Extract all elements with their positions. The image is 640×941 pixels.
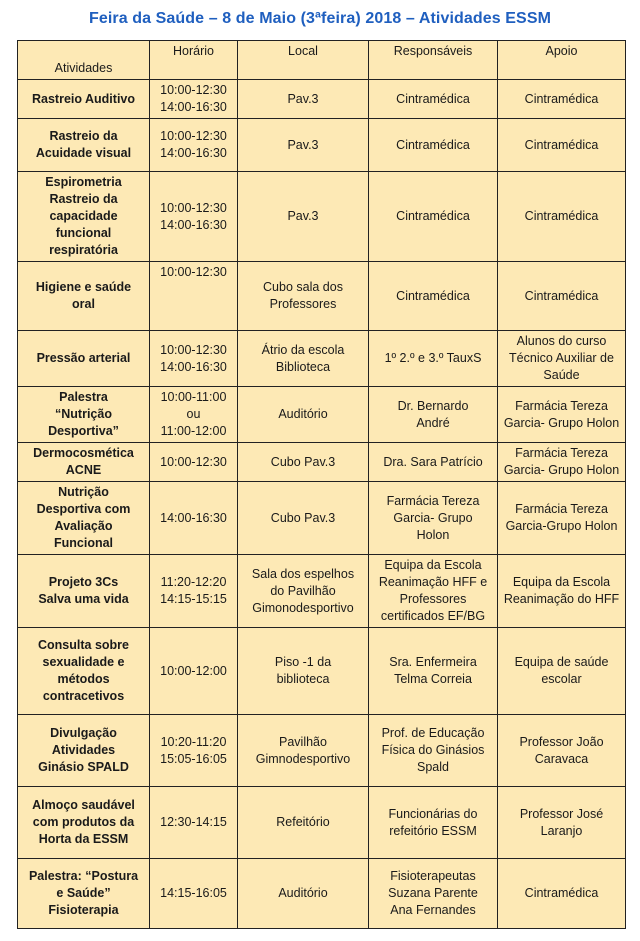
activity-cell-line: Nutrição: [58, 485, 109, 499]
time-cell-line: 10:00-12:30: [160, 83, 227, 97]
local-cell-line: Professores: [269, 297, 337, 311]
time-cell-line: 11:00-12:00: [160, 424, 227, 438]
time-cell: [150, 482, 238, 555]
activity-cell-line: Palestra: “Postura: [28, 869, 139, 883]
activity-cell-line: funcional: [55, 226, 112, 240]
time-cell-line: 10:00-12:00: [160, 663, 227, 678]
local-cell: [238, 443, 369, 482]
activity-cell: [18, 859, 150, 929]
header-apoio: Apoio: [498, 41, 626, 80]
activity-cell-line: Divulgação: [50, 726, 117, 740]
activity-cell: [18, 628, 150, 715]
time-cell-line: 14:00-16:30: [160, 359, 227, 374]
responsible-cell: [369, 262, 498, 331]
local-cell-line: Átrio da escola: [261, 342, 345, 357]
responsible-cell: [369, 555, 498, 628]
responsible-cell: [369, 80, 498, 119]
activity-cell-line: Dermocosmética: [33, 446, 134, 460]
local-cell: [238, 787, 369, 859]
local-cell-line: Sala dos espelhos: [251, 566, 355, 581]
page-title: Feira da Saúde – 8 de Maio (3ªfeira) 2018 – Atividades ESSM: [88, 10, 552, 27]
time-cell: [150, 787, 238, 859]
time-cell-line: 14:15-15:15: [160, 592, 227, 606]
activity-cell-line: Funcional: [53, 536, 114, 550]
activity-cell-line: e Saúde”: [56, 886, 111, 900]
responsible-cell-line: Cintramédica: [396, 209, 470, 223]
responsible-cell: [369, 628, 498, 715]
time-cell: [150, 628, 238, 715]
time-cell-line: 11:20-12:20: [160, 575, 227, 589]
header-local: Local: [238, 41, 369, 80]
support-cell: [498, 80, 626, 119]
support-cell-line: Equipa da Escola: [512, 575, 611, 589]
support-cell: [498, 443, 626, 482]
local-cell-line: Biblioteca: [275, 359, 331, 374]
local-cell-line: Cubo sala dos: [263, 280, 343, 294]
responsible-cell: [369, 443, 498, 482]
time-cell: [150, 555, 238, 628]
responsible-cell-line: Cintramédica: [396, 91, 470, 106]
activity-cell-line: Rastreio Auditivo: [31, 91, 136, 106]
time-cell: [150, 119, 238, 172]
activity-cell-line: Avaliação: [54, 519, 113, 533]
support-cell-line: Cintramédica: [524, 137, 599, 152]
time-cell: [150, 387, 238, 443]
local-cell: [238, 119, 369, 172]
activity-cell-line: respiratória: [49, 243, 118, 257]
time-cell-line: 10:00-12:30: [160, 342, 227, 357]
activity-cell-line: Pressão arterial: [36, 351, 131, 365]
support-cell-line: Farmácia Tereza: [515, 446, 608, 460]
time-cell-line: ou: [186, 407, 201, 421]
time-cell: [150, 262, 238, 331]
activity-cell: [18, 555, 150, 628]
header-atividades: Atividades: [18, 41, 150, 80]
table-row: [18, 387, 626, 443]
activity-cell: [18, 172, 150, 262]
table-row: [18, 172, 626, 262]
support-cell-line: Cintramédica: [524, 91, 599, 106]
local-cell-line: Pav.3: [287, 137, 319, 152]
activity-cell-line: Acuidade visual: [35, 146, 132, 160]
local-cell-line: Gimonodesportivo: [252, 600, 354, 615]
time-cell-line: 10:00-12:30: [160, 454, 227, 469]
responsible-cell-line: Equipa da Escola: [384, 558, 482, 572]
support-cell: [498, 628, 626, 715]
time-cell-line: 12:30-14:15: [160, 815, 227, 829]
local-cell-line: Refeitório: [276, 815, 330, 829]
support-cell-line: Farmácia Tereza: [515, 502, 608, 516]
local-cell: [238, 628, 369, 715]
activity-cell-line: Salva uma vida: [38, 592, 129, 606]
activity-cell: [18, 387, 150, 443]
local-cell: [238, 859, 369, 929]
table-row: [18, 787, 626, 859]
table-row: [18, 715, 626, 787]
support-cell: [498, 262, 626, 331]
table-row: [18, 482, 626, 555]
responsible-cell-line: refeitório ESSM: [389, 823, 477, 838]
table-row: [18, 119, 626, 172]
time-cell-line: 10:00-12:30: [160, 265, 227, 279]
activity-cell-line: contracetivos: [42, 689, 125, 703]
time-cell: [150, 859, 238, 929]
support-cell-line: Cintramédica: [524, 288, 599, 303]
local-cell: [238, 387, 369, 443]
support-cell-line: Saúde: [543, 368, 580, 382]
local-cell: [238, 172, 369, 262]
time-cell-line: 14:15-16:05: [160, 886, 227, 900]
responsible-cell-line: Física do Ginásios: [381, 743, 485, 757]
support-cell: [498, 859, 626, 929]
activity-cell-line: oral: [72, 297, 95, 311]
local-cell-line: Cubo Pav.3: [270, 454, 336, 469]
time-cell-line: 10:20-11:20: [160, 734, 227, 749]
responsible-cell-line: Holon: [416, 527, 450, 542]
local-cell-line: Pavilhão: [279, 734, 327, 749]
support-cell: [498, 387, 626, 443]
table-row: [18, 80, 626, 119]
responsible-cell: [369, 119, 498, 172]
table-row: [18, 628, 626, 715]
responsible-cell-line: Sra. Enfermeira: [389, 655, 477, 669]
responsible-cell: [369, 787, 498, 859]
time-cell: [150, 715, 238, 787]
table-row: [18, 262, 626, 331]
time-cell-line: 14:00-16:30: [160, 100, 227, 114]
responsible-cell-line: Suzana Parente: [388, 886, 478, 900]
responsible-cell-line: Dra. Sara Patrício: [383, 454, 483, 469]
support-cell-line: Garcia- Grupo Holon: [503, 415, 620, 430]
activity-cell-line: Projeto 3Cs: [48, 575, 119, 589]
support-cell-line: Alunos do curso: [516, 334, 607, 348]
activity-cell: [18, 331, 150, 387]
responsible-cell: [369, 482, 498, 555]
local-cell-line: Auditório: [278, 886, 328, 900]
local-cell-line: Pav.3: [287, 91, 319, 106]
support-cell: [498, 172, 626, 262]
responsible-cell-line: Professores: [399, 592, 467, 606]
responsible-cell: [369, 859, 498, 929]
activity-cell-line: “Nutrição: [55, 407, 112, 421]
responsible-cell-line: Ana Fernandes: [390, 903, 476, 917]
activity-cell: [18, 119, 150, 172]
activity-cell: [18, 715, 150, 787]
activity-cell-line: Desportiva com: [36, 502, 131, 516]
support-cell-line: Garcia- Grupo Holon: [503, 463, 620, 477]
local-cell-line: Piso -1 da: [274, 655, 332, 669]
time-cell-line: 10:00-12:30: [160, 200, 227, 215]
table-header-row: [18, 41, 626, 80]
activity-cell-line: Palestra: [59, 390, 108, 404]
responsible-cell-line: certificados EF/BG: [380, 609, 486, 623]
responsible-cell-line: Reanimação HFF e: [378, 575, 488, 589]
time-cell: [150, 443, 238, 482]
time-cell-line: 10:00-12:30: [160, 129, 227, 143]
responsible-cell: [369, 331, 498, 387]
responsible-cell: [369, 715, 498, 787]
support-cell-line: Reanimação do HFF: [503, 592, 620, 606]
activity-cell: [18, 262, 150, 331]
activity-cell: [18, 443, 150, 482]
responsible-cell-line: Fisioterapeutas: [390, 869, 476, 883]
support-cell-line: Cintramédica: [524, 209, 599, 223]
responsible-cell: [369, 172, 498, 262]
table-row: [18, 555, 626, 628]
responsible-cell-line: Spald: [417, 760, 449, 774]
support-cell-line: Cintramédica: [524, 886, 599, 900]
support-cell: [498, 331, 626, 387]
responsible-cell-line: Garcia- Grupo: [393, 510, 473, 525]
time-cell: [150, 172, 238, 262]
time-cell-line: 14:00-16:30: [160, 146, 227, 160]
local-cell: [238, 80, 369, 119]
responsible-cell-line: Dr. Bernardo: [397, 398, 469, 413]
support-cell: [498, 555, 626, 628]
activity-cell-line: Fisioterapia: [48, 903, 119, 917]
activity-cell: [18, 80, 150, 119]
local-cell: [238, 555, 369, 628]
activity-cell-line: Rastreio da: [49, 129, 118, 143]
time-cell: [150, 331, 238, 387]
responsible-cell-line: 1º 2.º e 3.º TauxS: [384, 351, 482, 365]
support-cell-line: Laranjo: [540, 823, 583, 838]
local-cell-line: Cubo Pav.3: [270, 510, 336, 525]
activity-cell-line: Ginásio SPALD: [38, 760, 129, 774]
time-cell: [150, 80, 238, 119]
activity-cell: [18, 482, 150, 555]
local-cell-line: do Pavilhão: [270, 583, 336, 598]
responsible-cell-line: Cintramédica: [396, 137, 470, 152]
support-cell-line: Caravaca: [534, 751, 589, 766]
activity-cell-line: métodos: [57, 672, 110, 686]
header-horario: Horário: [150, 41, 238, 80]
responsible-cell-line: Funcionárias do: [388, 806, 478, 821]
local-cell: [238, 715, 369, 787]
support-cell-line: Professor José: [519, 806, 604, 821]
local-cell: [238, 331, 369, 387]
table-row: [18, 331, 626, 387]
support-cell-line: escolar: [541, 672, 582, 686]
responsible-cell-line: Cintramédica: [396, 288, 470, 303]
support-cell-line: Equipa de saúde: [514, 655, 609, 669]
responsible-cell-line: Prof. de Educação: [381, 726, 485, 740]
support-cell: [498, 482, 626, 555]
activity-cell-line: Horta da ESSM: [38, 832, 129, 846]
table-row: [18, 443, 626, 482]
responsible-cell-line: Farmácia Tereza: [386, 493, 480, 508]
responsible-cell-line: André: [416, 415, 450, 430]
activities-body: [18, 80, 626, 929]
responsible-cell-line: Telma Correia: [394, 672, 472, 686]
local-cell: [238, 482, 369, 555]
support-cell: [498, 715, 626, 787]
activity-cell-line: com produtos da: [32, 815, 135, 829]
local-cell-line: Pav.3: [287, 209, 319, 223]
activity-cell-line: Consulta sobre: [38, 638, 129, 652]
activity-cell-line: Espirometria: [45, 175, 122, 189]
support-cell: [498, 119, 626, 172]
activity-cell-line: ACNE: [65, 463, 102, 477]
support-cell-line: Farmácia Tereza: [515, 398, 608, 413]
activity-cell-line: capacidade: [49, 209, 118, 223]
support-cell: [498, 787, 626, 859]
local-cell-line: biblioteca: [276, 672, 330, 686]
activity-cell-line: Rastreio da: [49, 192, 118, 206]
local-cell-line: Gimnodesportivo: [255, 751, 351, 766]
time-cell-line: 15:05-16:05: [160, 751, 227, 766]
support-cell-line: Técnico Auxiliar de: [509, 351, 614, 365]
activity-cell-line: Desportiva”: [48, 424, 119, 438]
time-cell-line: 10:00-11:00: [160, 390, 227, 404]
support-cell-line: Professor João: [519, 734, 604, 749]
table-row: [18, 859, 626, 929]
activity-cell-line: Almoço saudável: [32, 798, 135, 812]
activity-cell-line: Higiene e saúde: [35, 280, 132, 294]
time-cell-line: 14:00-16:30: [160, 510, 227, 525]
activity-cell-line: Atividades: [51, 743, 116, 757]
activities-table: [17, 40, 626, 929]
header-responsaveis: Responsáveis: [369, 41, 498, 80]
local-cell: [238, 262, 369, 331]
local-cell-line: Auditório: [278, 407, 328, 421]
responsible-cell: [369, 387, 498, 443]
support-cell-line: Garcia-Grupo Holon: [505, 519, 618, 533]
activity-cell: [18, 787, 150, 859]
activity-cell-line: sexualidade e: [42, 655, 125, 669]
time-cell-line: 14:00-16:30: [160, 217, 227, 232]
